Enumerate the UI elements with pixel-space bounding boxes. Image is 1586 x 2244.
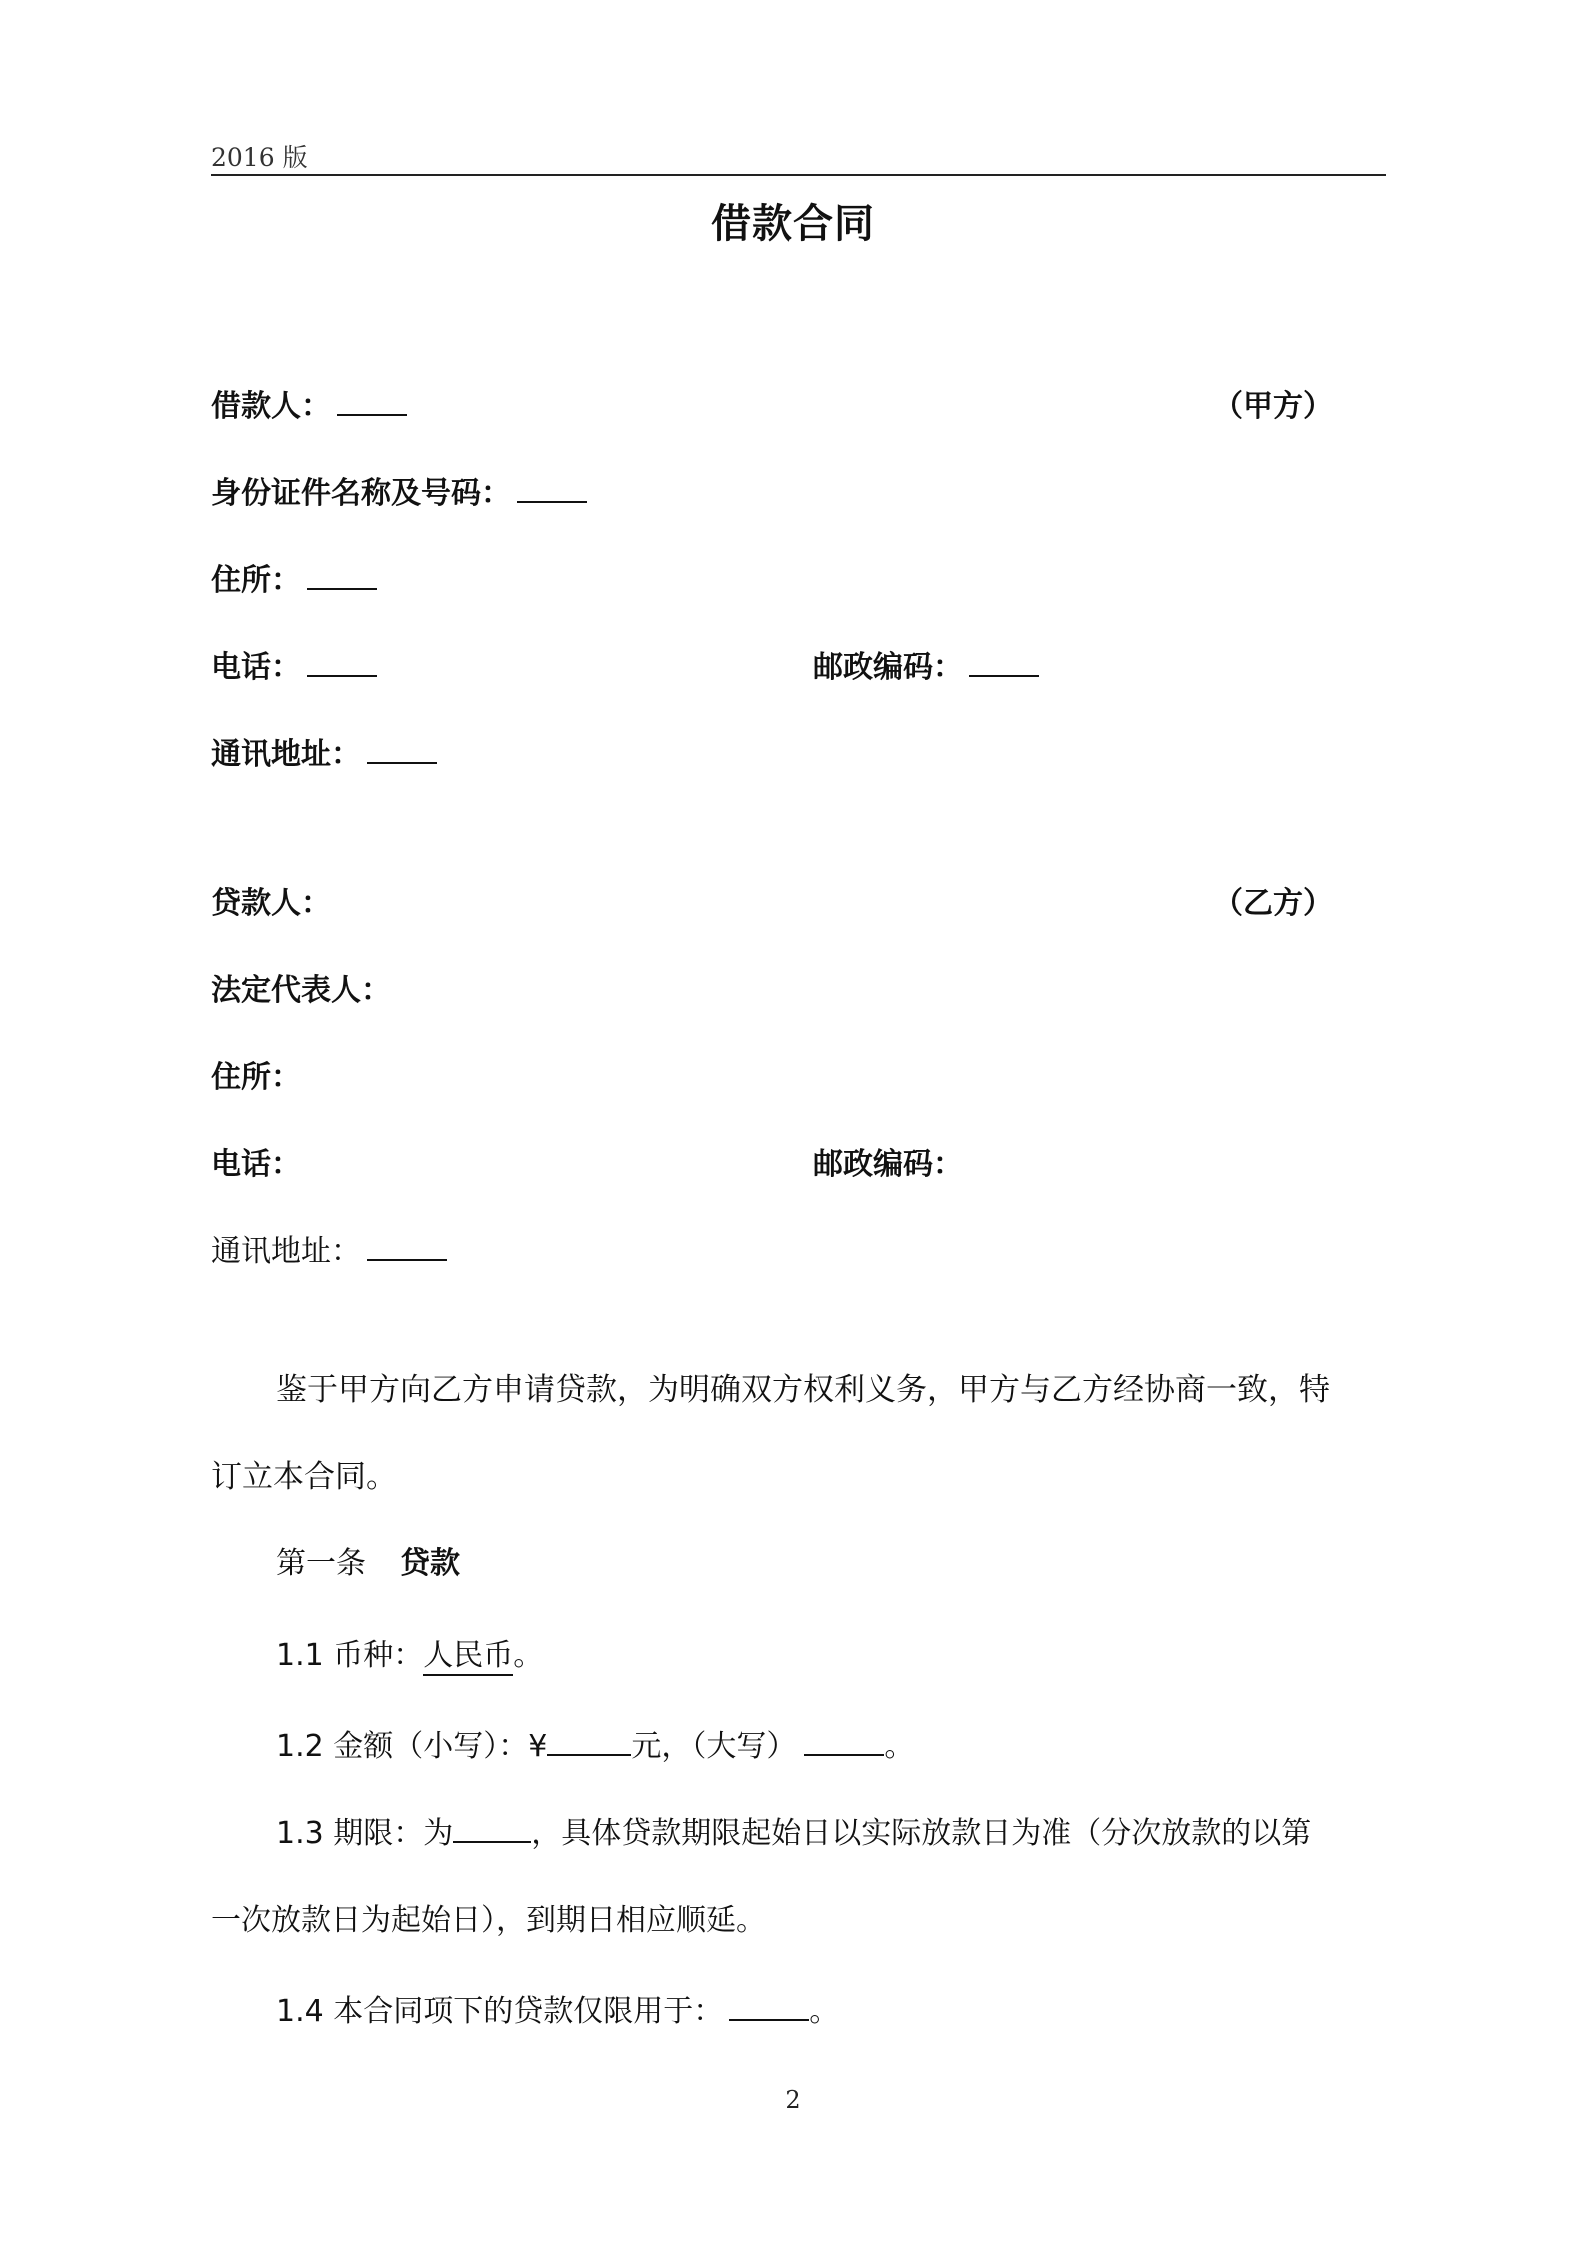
borrower-postcode-field <box>813 646 1039 690</box>
item-1-2-mid: 元，（大写） <box>631 1729 797 1764</box>
lender-mail-address-label: 通讯地址： <box>211 1234 361 1269</box>
item-1-2-suffix: 。 <box>884 1729 915 1764</box>
lender-name-label: 贷款人： <box>211 886 331 921</box>
article-1-number: 第一条 <box>276 1546 366 1581</box>
item-1-4 <box>276 1990 839 2034</box>
borrower-address-field <box>211 559 377 603</box>
item-1-3-line1-rest: ，具体贷款期限起始日以实际放款日为准（分次放款的以第 <box>531 1816 1312 1851</box>
borrower-party-tag: （甲方） <box>1213 389 1333 424</box>
borrower-mail-address-blank[interactable] <box>367 734 437 764</box>
borrower-id-label: 身份证件名称及号码： <box>211 476 511 511</box>
item-1-4-suffix: 。 <box>809 1994 840 2029</box>
lender-phone-label: 电话： <box>211 1147 301 1182</box>
borrower-postcode-blank[interactable] <box>969 647 1039 677</box>
borrower-mail-address-label: 通讯地址： <box>211 737 361 772</box>
borrower-name-label: 借款人： <box>211 389 331 424</box>
item-1-1-prefix: 1.1 币种： <box>276 1638 424 1673</box>
article-1-title: 贷款 <box>400 1546 460 1581</box>
article-1-heading <box>276 1542 460 1586</box>
borrower-phone-field <box>211 646 377 690</box>
lender-mail-address-field <box>211 1230 447 1274</box>
currency-value: 人民币 <box>423 1638 513 1676</box>
borrower-name-blank[interactable] <box>337 386 407 416</box>
borrower-name-field <box>211 385 407 429</box>
amount-figures-blank[interactable] <box>547 1726 631 1756</box>
lender-party-tag: （乙方） <box>1213 886 1333 921</box>
borrower-phone-label: 电话： <box>211 650 301 685</box>
borrower-mail-address-field <box>211 733 437 777</box>
lender-address-label: 住所： <box>211 1060 301 1095</box>
header-version: 2016 版 <box>211 143 308 172</box>
borrower-phone-blank[interactable] <box>307 647 377 677</box>
item-1-2 <box>276 1725 914 1769</box>
header-rule <box>211 174 1386 176</box>
borrower-address-label: 住所： <box>211 563 301 598</box>
item-1-4-prefix: 1.4 本合同项下的贷款仅限用于： <box>276 1994 724 2029</box>
item-1-3-line2: 一次放款日为起始日），到期日相应顺延。 <box>211 1903 766 1938</box>
loan-purpose-blank[interactable] <box>729 1991 809 2021</box>
borrower-postcode-label: 邮政编码： <box>813 650 963 685</box>
preamble-line2: 订立本合同。 <box>211 1459 397 1495</box>
amount-words-blank[interactable] <box>804 1726 884 1756</box>
item-1-1-suffix: 。 <box>513 1638 544 1673</box>
document-title: 借款合同 <box>711 201 875 247</box>
borrower-address-blank[interactable] <box>307 560 377 590</box>
item-1-3-line1 <box>276 1812 1311 1856</box>
item-1-2-prefix: 1.2 金额（小写）：¥ <box>276 1729 548 1764</box>
preamble-line1: 鉴于甲方向乙方申请贷款，为明确双方权利义务，甲方与乙方经协商一致，特 <box>276 1372 1330 1408</box>
term-blank[interactable] <box>453 1813 531 1843</box>
borrower-id-blank[interactable] <box>517 473 587 503</box>
page-number: 2 <box>785 2086 801 2114</box>
item-1-1 <box>276 1634 543 1678</box>
lender-postcode-label: 邮政编码： <box>813 1147 963 1182</box>
borrower-id-field <box>211 472 587 516</box>
lender-legal-rep-label: 法定代表人： <box>211 973 391 1008</box>
lender-mail-address-blank[interactable] <box>367 1231 447 1261</box>
item-1-3-prefix: 1.3 期限：为 <box>276 1816 454 1851</box>
